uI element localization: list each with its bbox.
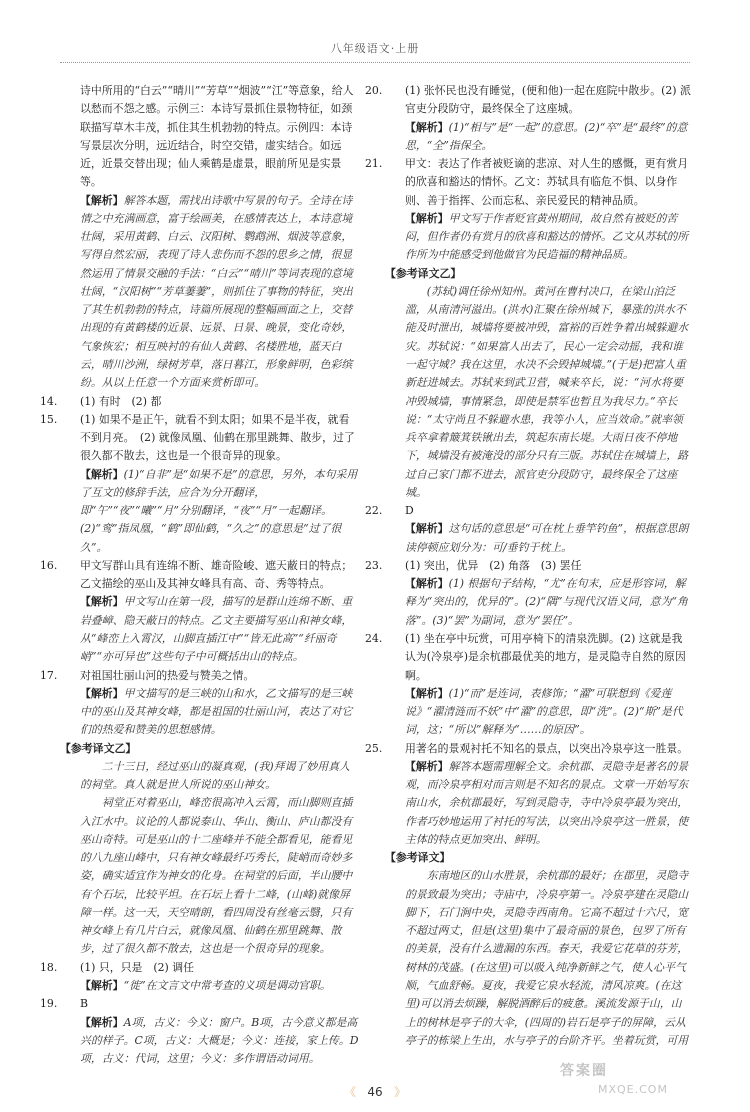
analysis-note bbox=[385, 575, 691, 630]
analysis-text: 甲文写山在第一段，描写的是群山连绵不断、重岩叠嶂、隐天蔽日的特点。乙文主要描写巫山和神女峰，从“峰峦上入霄汉，山脚直插江中”“皆无此高”“纤丽奇峭”“亦可异也”这些句子中可概括出山的特点。 bbox=[80, 595, 353, 664]
watermark-logo: 答案圈 bbox=[560, 1063, 608, 1079]
analysis-text: (1)“自非”是“如果不是”的意思，另外，本句采用了互文的修辞手法，应合为分开翻译，即“午”“夜”“曦”“月”分别翻译，“夜”“月”一起翻译。 (2)“鸾”指凤凰，“鹤”即仙鹤，“久之”的意思是“过了很久”。 bbox=[80, 467, 358, 554]
item-answer-text: 甲文写群山具有连绵不断、雄奇险峻、遮天蔽日的特点；乙文描绘的巫山及其神女峰具有高、奇、秀等特点。 bbox=[80, 558, 353, 591]
answer-item bbox=[40, 995, 360, 1013]
page-number bbox=[344, 1082, 406, 1102]
item-answer-text: (1) 坐在亭中玩赏，可用亭椅下的清泉洗脚。(2) 这就是我认为(冷泉亭)是余杭郡最优美的地方，是灵隐寺自然的原因啊。 bbox=[405, 631, 686, 682]
answer-item bbox=[365, 557, 691, 575]
translation-paragraph: (苏轼)调任徐州知州。黄河在曹村决口，在梁山泊泛滥，从南清河溢出。(洪水)汇聚在徐州城下，暴涨的洪水不能及时泄出，城墙将要被冲毁，富裕的百姓争着出城躲避水灾。苏轼说：“如果富人出去了，民心一定会动摇，我和谁一起守城？我在这里，水决不会毁掉城墙。”(于是)把富人重新赶进城去。苏轼来到武卫营，喊来卒长，说：“河水将要冲毁城墙，事情紧急，即使是禁军也暂且为我尽力。”卒长说：“太守尚且不躲避水患，我等小人，应当效命。”就率领兵卒拿着簸箕铁锹出去，筑起东南长堤。大雨日夜不停地下，城墙没有被淹没的部分只有三版。苏轼住在城墙上，路过自己家门都不进去，派官吏分段防守，最终保全了这座城。 bbox=[405, 284, 689, 499]
analysis-note bbox=[60, 1014, 360, 1069]
analysis-note bbox=[385, 685, 691, 740]
analysis-label: 【解析】 bbox=[405, 759, 449, 773]
analysis-label: 【解析】 bbox=[405, 211, 449, 225]
analysis-note bbox=[60, 192, 360, 393]
analysis-text: (1)“而”是连词，表修饰；“濯”可联想到《爱莲说》“濯清涟而不妖”中“濯”的意思，即“洗”。(2)“斯”是代词，这；“所以”解释为“……的原因”。 bbox=[405, 686, 683, 737]
analysis-text: 甲文描写的是三峡的山和水，乙文描写的是三峡中的巫山及其神女峰，都是祖国的壮丽山河，表达了对它们的热爱和赞美的思想感情。 bbox=[80, 686, 353, 737]
analysis-text: A项，古义：今义：窗户。B项，古今意义都是高兴的样子。C项，古义：大概是；今义：连接，家上传。D项，古义：代词，这里；今义：多作谓语动词用。 bbox=[80, 1015, 359, 1066]
analysis-text: 解答本题，需找出诗歌中写景的句子。全诗在诗情之中充满画意，富于绘画美，在感情表达上，本诗意境壮阔，采用黄鹤、白云、汉阳树、鹦鹉洲、烟波等意象，写得自然宏丽，表现了诗人悲伤而不怨的思乡之情，很显然运用了情景交融的手法：“白云”“晴川”等词表现的意境壮阔，“汉阳树”“芳草萋萋”，则抓住了事物的特征，突出了其生机勃勃的特点，诗篇所展现的整幅画面之上，交替出现的有黄鹤楼的近景、远景、日景、晚景，变化奇妙，气象恢宏；相互映衬的有仙人黄鹤、名楼胜地，蓝天白云，晴川沙洲，绿树芳草，落日暮江，形象鲜明，色彩缤纷。从以上任意一个方面来赏析即可。 bbox=[80, 193, 353, 390]
item-answer-text: (1) 只，只是 (2) 调任 bbox=[80, 960, 195, 974]
item-number: 25. bbox=[365, 741, 383, 755]
analysis-note bbox=[60, 685, 360, 740]
answer-item bbox=[40, 393, 360, 411]
left-column bbox=[40, 82, 360, 1068]
item-number: 17. bbox=[40, 668, 58, 682]
analysis-note bbox=[385, 520, 691, 557]
analysis-note bbox=[60, 977, 360, 995]
item-number: 24. bbox=[365, 631, 383, 645]
analysis-text: “徙”在文言文中常考查的义项是调动官职。 bbox=[123, 979, 331, 993]
analysis-label: 【解析】 bbox=[80, 467, 124, 481]
answer-item bbox=[365, 630, 691, 685]
answer-item bbox=[40, 959, 360, 977]
answer-item bbox=[365, 740, 691, 758]
answer-item bbox=[40, 557, 360, 594]
analysis-label: 【解析】 bbox=[405, 120, 449, 134]
item-answer-text: B bbox=[80, 997, 89, 1011]
item-answer-text: (1) 张怀民也没有睡觉，(便和他)一起在庭院中散步。(2) 派官吏分段防守，最终保全了这座城。 bbox=[405, 84, 691, 116]
analysis-text: 这句话的意思是“可在枕上垂竿钓鱼”，根据意思朗读停顿应划分为：可/垂钓于枕上。 bbox=[405, 522, 689, 554]
running-header: 八年级语文·上册 bbox=[330, 42, 420, 55]
item-number: 19. bbox=[40, 997, 58, 1011]
header-divider bbox=[60, 62, 690, 63]
analysis-label: 【解析】 bbox=[80, 686, 124, 700]
item-number: 21. bbox=[365, 157, 383, 171]
translation-paragraph: 祠堂正对着巫山，峰峦很高冲入云霄，而山脚则直插入江水中。议论的人都说泰山、华山、衡山、庐山都没有巫山奇特。可是巫山的十二座峰并不能全都看见，能看见的八九座山峰中，只有神女峰最纤巧秀长，陡峭而奇妙多姿，确实适宜作为神女的化身。在祠堂的后面，半山腰中有个石坛，比较平坦。在石坛上看十二峰，(山峰)就像屏障一样。这一天，天空晴朗，看四周没有丝毫云翳，只有神女峰上有几片白云，就像凤凰、仙鹤在那里跳舞、散步，过了很久都不散去，这也是一个很奇异的现象。 bbox=[80, 796, 353, 956]
section-heading: 【参考译文】 bbox=[385, 851, 451, 865]
item-number: 18. bbox=[40, 960, 58, 974]
item-answer-text: (1) 突出，优异 (2) 角落 (3) 罢任 bbox=[405, 558, 582, 572]
answer-item bbox=[365, 82, 691, 119]
answer-item bbox=[40, 411, 360, 466]
section-heading: 【参考译文乙】 bbox=[60, 741, 137, 755]
watermark-url: MXQE.COM bbox=[598, 1083, 668, 1096]
analysis-label: 【解析】 bbox=[80, 979, 124, 993]
item-number: 16. bbox=[40, 558, 58, 572]
analysis-label: 【解析】 bbox=[405, 577, 449, 591]
analysis-note bbox=[385, 758, 691, 849]
analysis-note bbox=[60, 466, 360, 557]
item-number: 23. bbox=[365, 558, 383, 572]
analysis-label: 【解析】 bbox=[80, 595, 124, 609]
item-answer-text: (1) 如果不是正午，就看不到太阳；如果不是半夜，就看不到月亮。 (2) 就像凤凰、仙鹤在那里跳舞、散步，过了很久都不散去，这也是一个很奇异的现象。 bbox=[80, 412, 355, 463]
continued-text: 诗中所用的“白云”“晴川”“芳草”“烟波”“江”等意象，给人以愁而不怨之感。示例三：本诗写景抓住景物特征，如颈联描写草木丰茂，抓住其生机勃勃的特点。示例四：本诗写景层次分明，远近结合，时空交错，虚实结合。如远近，近景交替出现；仙人乘鹤是虚景，眼前所见是实景等。 bbox=[80, 84, 354, 189]
item-number: 15. bbox=[40, 412, 58, 426]
item-answer-text: 对祖国壮丽山河的热爱与赞美之情。 bbox=[80, 668, 255, 682]
analysis-label: 【解析】 bbox=[80, 1015, 124, 1029]
item-number: 20. bbox=[365, 84, 383, 97]
analysis-text: 解答本题需理解全文。余杭郡、灵隐寺是著名的景观，而冷泉亭相对而言则是不知名的景点。文章一开始写东南山水，余杭郡最好，写到灵隐寺，寺中冷泉亭最为突出，作者巧妙地运用了衬托的写法，以突出冷泉亭这一胜景，使主体的特点更加突出、鲜明。 bbox=[405, 759, 689, 846]
item-number: 14. bbox=[40, 394, 58, 408]
analysis-label: 【解析】 bbox=[80, 193, 124, 207]
analysis-note bbox=[385, 210, 691, 265]
section-heading: 【参考译文乙】 bbox=[385, 266, 462, 280]
item-answer-text: 用著名的景观衬托不知名的景点，以突出冷泉亭这一胜景。 bbox=[405, 741, 689, 755]
analysis-note bbox=[60, 593, 360, 666]
item-number: 22. bbox=[365, 504, 383, 518]
analysis-text: 甲文写于作者贬官黄州期间，故自然有被贬的苦闷，但作者仍有赏月的欣喜和豁达的情怀。乙文从苏轼的所作所为中能感受到他做官为民造福的精神品质。 bbox=[405, 211, 689, 262]
analysis-label: 【解析】 bbox=[405, 686, 449, 700]
page-number-text: 46 bbox=[367, 1085, 383, 1099]
answer-item bbox=[365, 155, 691, 210]
item-answer-text: (1) 有时 (2) 都 bbox=[80, 394, 162, 408]
item-answer-text: D bbox=[405, 504, 414, 518]
translation-paragraph: 二十三日，经过巫山的凝真观，(我)拜谒了妙用真人的祠堂。真人就是世人所说的巫山神女。 bbox=[80, 759, 350, 792]
analysis-note bbox=[385, 119, 691, 156]
right-column bbox=[365, 82, 691, 1050]
answer-item bbox=[40, 667, 360, 685]
analysis-text: (1)“相与”是“一起”的意思。(2)“卒”是“最终”的意思，“全”指保全。 bbox=[405, 120, 688, 152]
answer-item bbox=[365, 502, 691, 520]
analysis-text: (1) 根据句子结构，“尤”在句末，应是形容词，解释为“突出的，优异的”。(2)“隅”与现代汉语义同，意为“角落”。(3)“罢”为副词，意为“罢任”。 bbox=[405, 577, 688, 627]
item-answer-text: 甲文：表达了作者被贬谪的悲凉、对人生的感慨，更有赏月的欣喜和豁达的情怀。乙文：苏轼具有临危不惧、以身作则、善于指挥、公而忘私、亲民爱民的精神品质。 bbox=[405, 157, 689, 207]
analysis-label: 【解析】 bbox=[405, 522, 449, 536]
translation-paragraph: 东南地区的山水胜景，余杭郡的最好；在郡里，灵隐寺的景致最为突出；寺庙中，冷泉亭第一。冷泉亭建在灵隐山脚下，石门涧中央，灵隐寺西南角。它高不超过十六尺，宽不超过两丈，但是(这里)集中了最奇丽的景色，包罗了所有的美景，没有什么遗漏的东西。春天，我爱它花草的芬芳，树林的茂盛。(在这里)可以吸入纯净新鲜之气，使人心平气顺，气血舒畅。夏夜，我爱它泉水轻流，清风凉爽。(在这里)可以消去烦躁，解脱酒醉后的疲惫。溪流发源于山，山上的树林是亭子的大伞，(四周的)岩石是亭子的屏障，云从亭子的栋梁上生出，水与亭子的台阶齐平。坐着玩赏，可用 bbox=[405, 869, 689, 1047]
